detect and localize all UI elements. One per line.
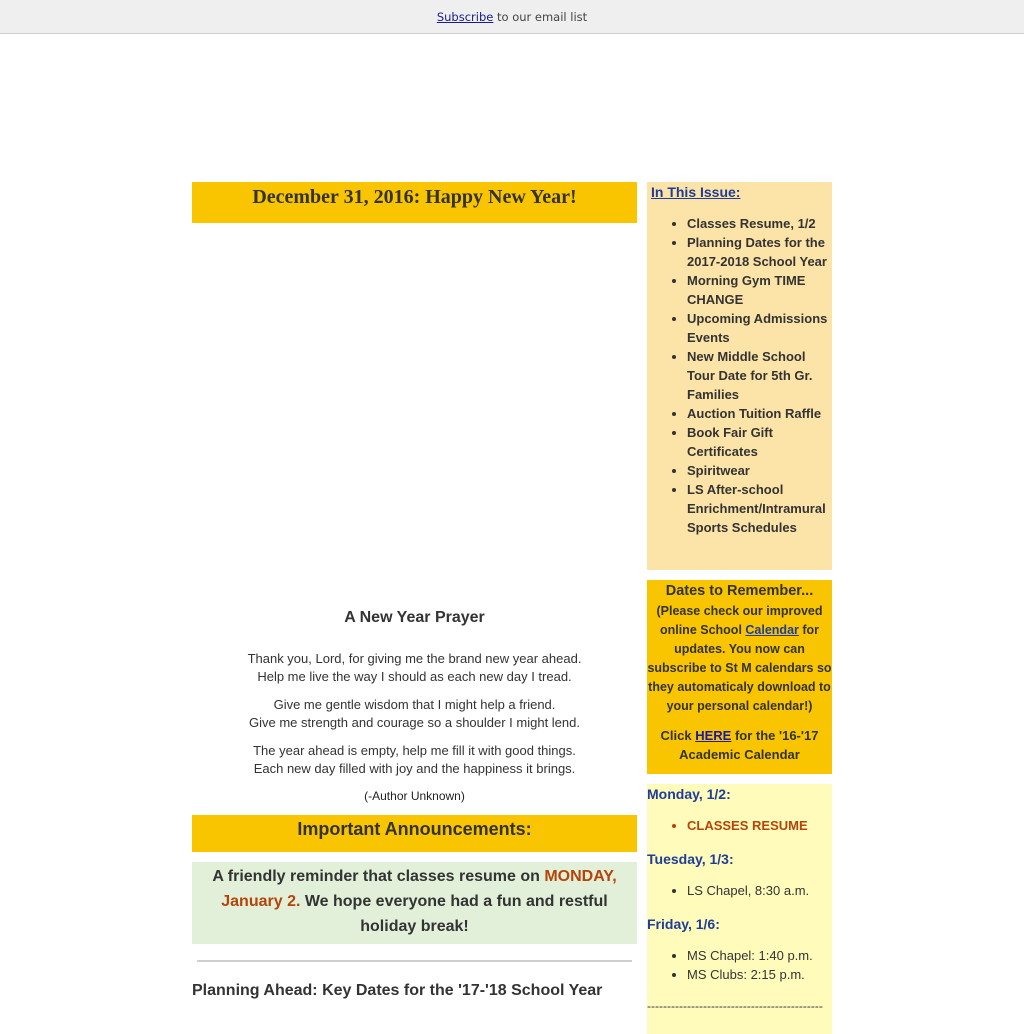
- issue-item: • New Middle School Tour Date for 5th Gr. Families: [687, 347, 830, 404]
- in-this-issue-title[interactable]: In This Issue:: [651, 184, 741, 200]
- prayer-line: Give me gentle wisdom that I might help a friend.: [273, 697, 556, 712]
- main-column: [192, 182, 637, 1001]
- issue-item: • Auction Tuition Raffle: [687, 404, 830, 423]
- dates-note: [647, 600, 832, 716]
- click-text: Click: [660, 728, 696, 743]
- academic-calendar-line: [647, 726, 832, 764]
- date-header: December 31, 2016: Happy New Year!: [192, 182, 637, 223]
- planning-title: Planning Ahead: Key Dates for the '17-'18 School Year: [192, 982, 603, 999]
- issue-item: • Spiritwear: [687, 461, 830, 480]
- issue-item: • Morning Gym TIME CHANGE: [687, 271, 830, 309]
- in-this-issue-box: [647, 182, 832, 570]
- event-list: [647, 816, 832, 835]
- event-item: • MS Clubs: 2:15 p.m.: [687, 965, 832, 984]
- event-list: [647, 946, 832, 984]
- dates-to-remember-box: [647, 580, 832, 774]
- issue-item: • Planning Dates for the 2017-2018 School Year: [687, 233, 830, 271]
- event-list: [647, 881, 832, 900]
- events-box: [647, 784, 832, 1034]
- subscribe-text: to our email list: [493, 10, 588, 24]
- event-item: • CLASSES RESUME: [687, 816, 832, 835]
- prayer-line: Give me strength and courage so a shoulder I might lend.: [249, 715, 580, 730]
- event-day-heading: Monday, 1/2:: [647, 786, 731, 802]
- separator-dashes: --------------------------------------------: [647, 999, 823, 1013]
- reminder-text-end: We hope everyone had a fun and restful holiday break!: [300, 893, 608, 935]
- prayer-line: The year ahead is empty, help me fill it with good things.: [253, 743, 576, 758]
- event-day-heading: Friday, 1/6:: [647, 916, 720, 932]
- prayer-line: Thank you, Lord, for giving me the brand new year ahead.: [247, 651, 582, 666]
- issue-item: • Book Fair Gift Certificates: [687, 423, 830, 461]
- click-suffix: for the '16-'17 Academic Calendar: [679, 728, 819, 762]
- event-item: • LS Chapel, 8:30 a.m.: [687, 881, 832, 900]
- prayer-author: (-Author Unknown): [364, 789, 465, 803]
- announcements-header: Important Announcements:: [192, 815, 637, 852]
- here-link[interactable]: HERE: [695, 728, 732, 743]
- dates-note-text-end: for updates. You now can subscribe to St M calendars so they automaticaly download to your personal calendar!): [647, 623, 832, 713]
- prayer-line: Help me live the way I should as each new day I tread.: [257, 669, 572, 684]
- sidebar: [647, 182, 832, 1034]
- prayer-line: Each new day filled with joy and the happiness it brings.: [253, 761, 576, 776]
- prayer-section: [192, 608, 637, 804]
- reminder-text: A friendly reminder that classes resume on: [212, 868, 545, 885]
- issue-item: • Classes Resume, 1/2: [687, 214, 830, 233]
- reminder-date-highlight: MONDAY, January 2.: [221, 868, 617, 910]
- newsletter-image-area: [192, 223, 637, 608]
- subscribe-link[interactable]: Subscribe: [436, 10, 494, 24]
- section-divider: [197, 960, 632, 962]
- event-day-heading: Tuesday, 1/3:: [647, 851, 734, 867]
- dates-title: Dates to Remember...: [665, 583, 814, 599]
- classes-resume-reminder: [192, 862, 637, 944]
- issue-item: • LS After-school Enrichment/Intramural Sports Schedules: [687, 480, 830, 537]
- prayer-stanza: [192, 696, 637, 732]
- dates-note-text: (Please check our improved online School: [656, 604, 823, 637]
- prayer-stanza: [192, 650, 637, 686]
- prayer-title: A New Year Prayer: [344, 609, 485, 626]
- prayer-stanza: [192, 742, 637, 778]
- subscribe-bar: [0, 0, 1024, 34]
- calendar-link[interactable]: Calendar: [745, 623, 799, 637]
- event-item: • MS Chapel: 1:40 p.m.: [687, 946, 832, 965]
- issue-item: • Upcoming Admissions Events: [687, 309, 830, 347]
- issue-list: [647, 214, 832, 537]
